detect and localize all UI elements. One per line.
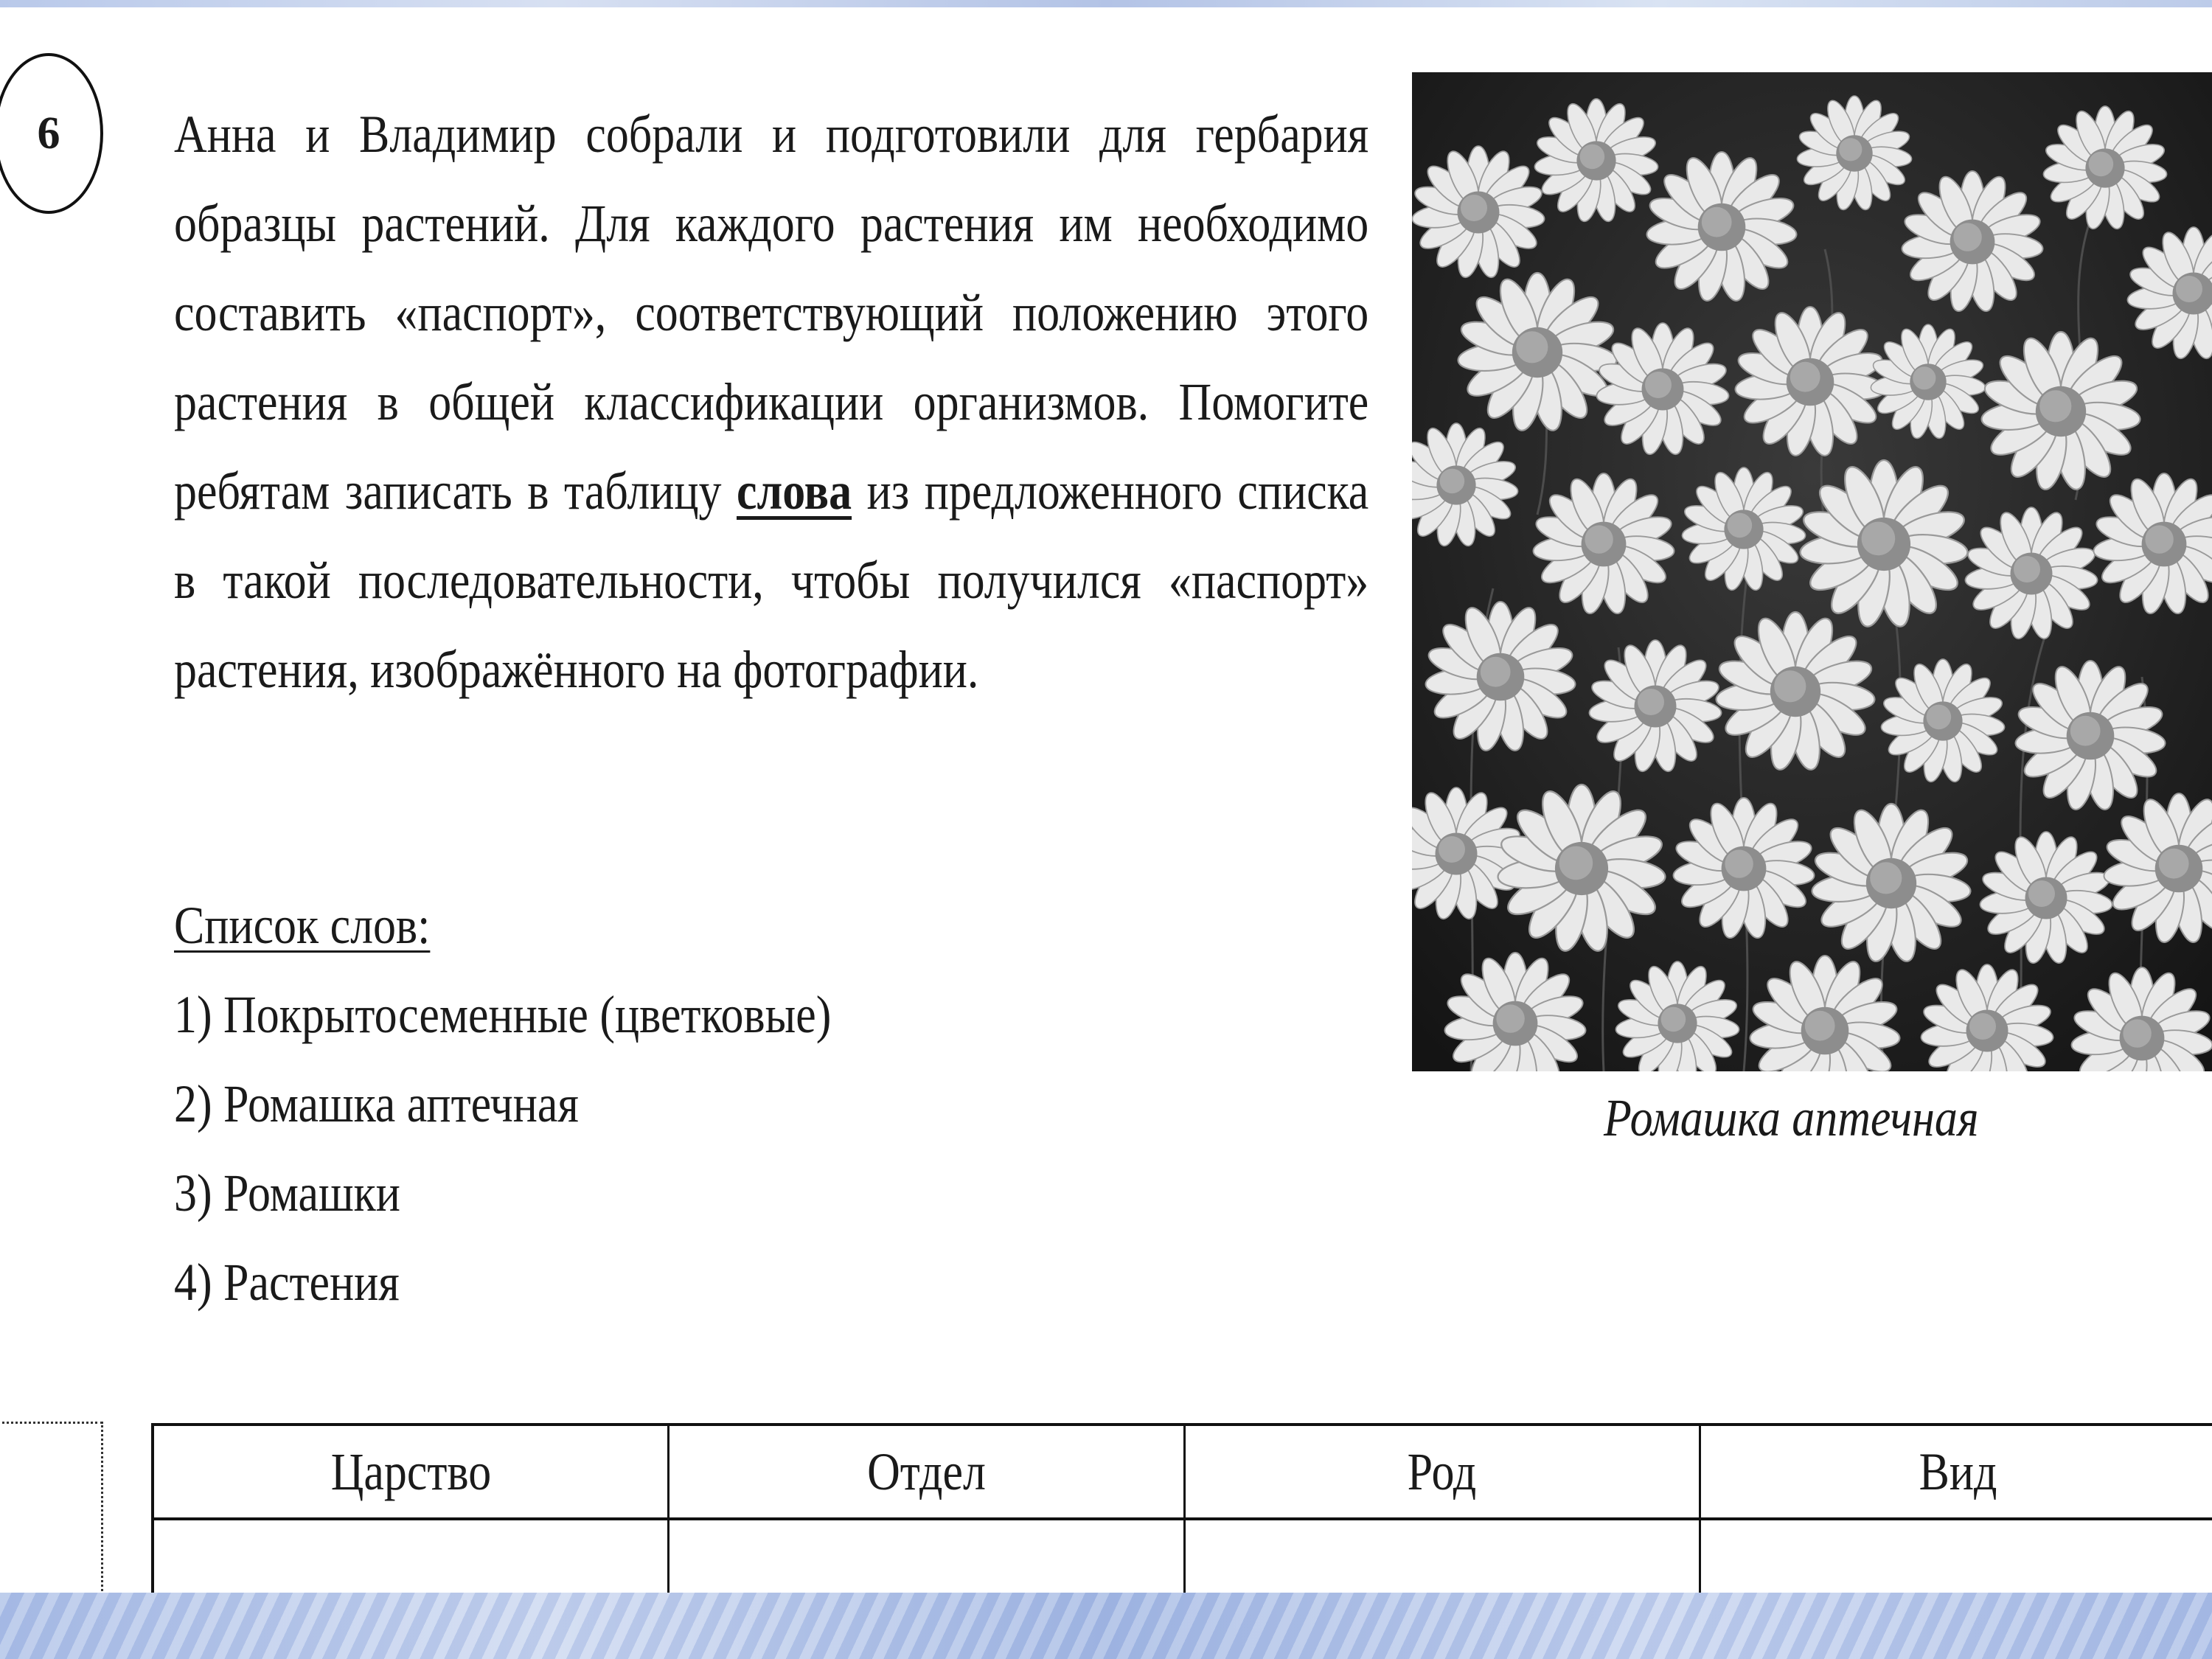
task-line-5: организмов. Помогите ребятам записать в таблицу — [174, 372, 1369, 521]
worksheet-page — [0, 7, 2212, 1593]
chamomile-photo — [1412, 72, 2212, 1071]
task-line-6-rest: из предложенного списка в такой — [174, 462, 1369, 610]
word-list-item: 1) Покрытосеменные (цветковые) — [174, 985, 832, 1044]
word-list — [174, 881, 831, 1327]
task-text — [174, 90, 1368, 714]
task-line-8: растения, изображённого на фотографии. — [174, 640, 979, 699]
task-line-2: гербария образцы растений. Для каждого растения им — [174, 105, 1369, 253]
classification-table — [151, 1423, 2212, 1615]
top-frame-border — [0, 0, 2212, 7]
header-division: Отдел — [669, 1425, 1185, 1519]
header-genus: Род — [1184, 1425, 1700, 1519]
task-line-7: последовательности, чтобы получился «паспорт» — [358, 551, 1369, 610]
chamomile-flowers-image — [1412, 72, 2212, 1071]
word-list-item: 2) Ромашка аптечная — [174, 1074, 579, 1133]
answer-score-box — [0, 1422, 103, 1595]
header-species: Вид — [1700, 1425, 2212, 1519]
question-number: 6 — [37, 108, 60, 159]
table-header-row — [153, 1425, 2212, 1519]
bottom-frame-border — [0, 1593, 2212, 1659]
word-list-item: 4) Растения — [174, 1253, 400, 1312]
header-kingdom: Царство — [153, 1425, 669, 1519]
word-list-title: Список слов: — [174, 896, 431, 955]
task-line-3: необходимо составить «паспорт», соответствующий — [174, 194, 1369, 342]
task-line-4: положению этого растения в общей классификации — [174, 283, 1369, 431]
task-emphasis-word: слова — [737, 462, 852, 521]
word-list-item: 3) Ромашки — [174, 1164, 400, 1222]
question-number-badge — [0, 53, 103, 214]
task-line-1: Анна и Владимир собрали и подготовили для — [174, 105, 1166, 164]
photo-caption: Ромашка аптечная — [1604, 1088, 1979, 1147]
